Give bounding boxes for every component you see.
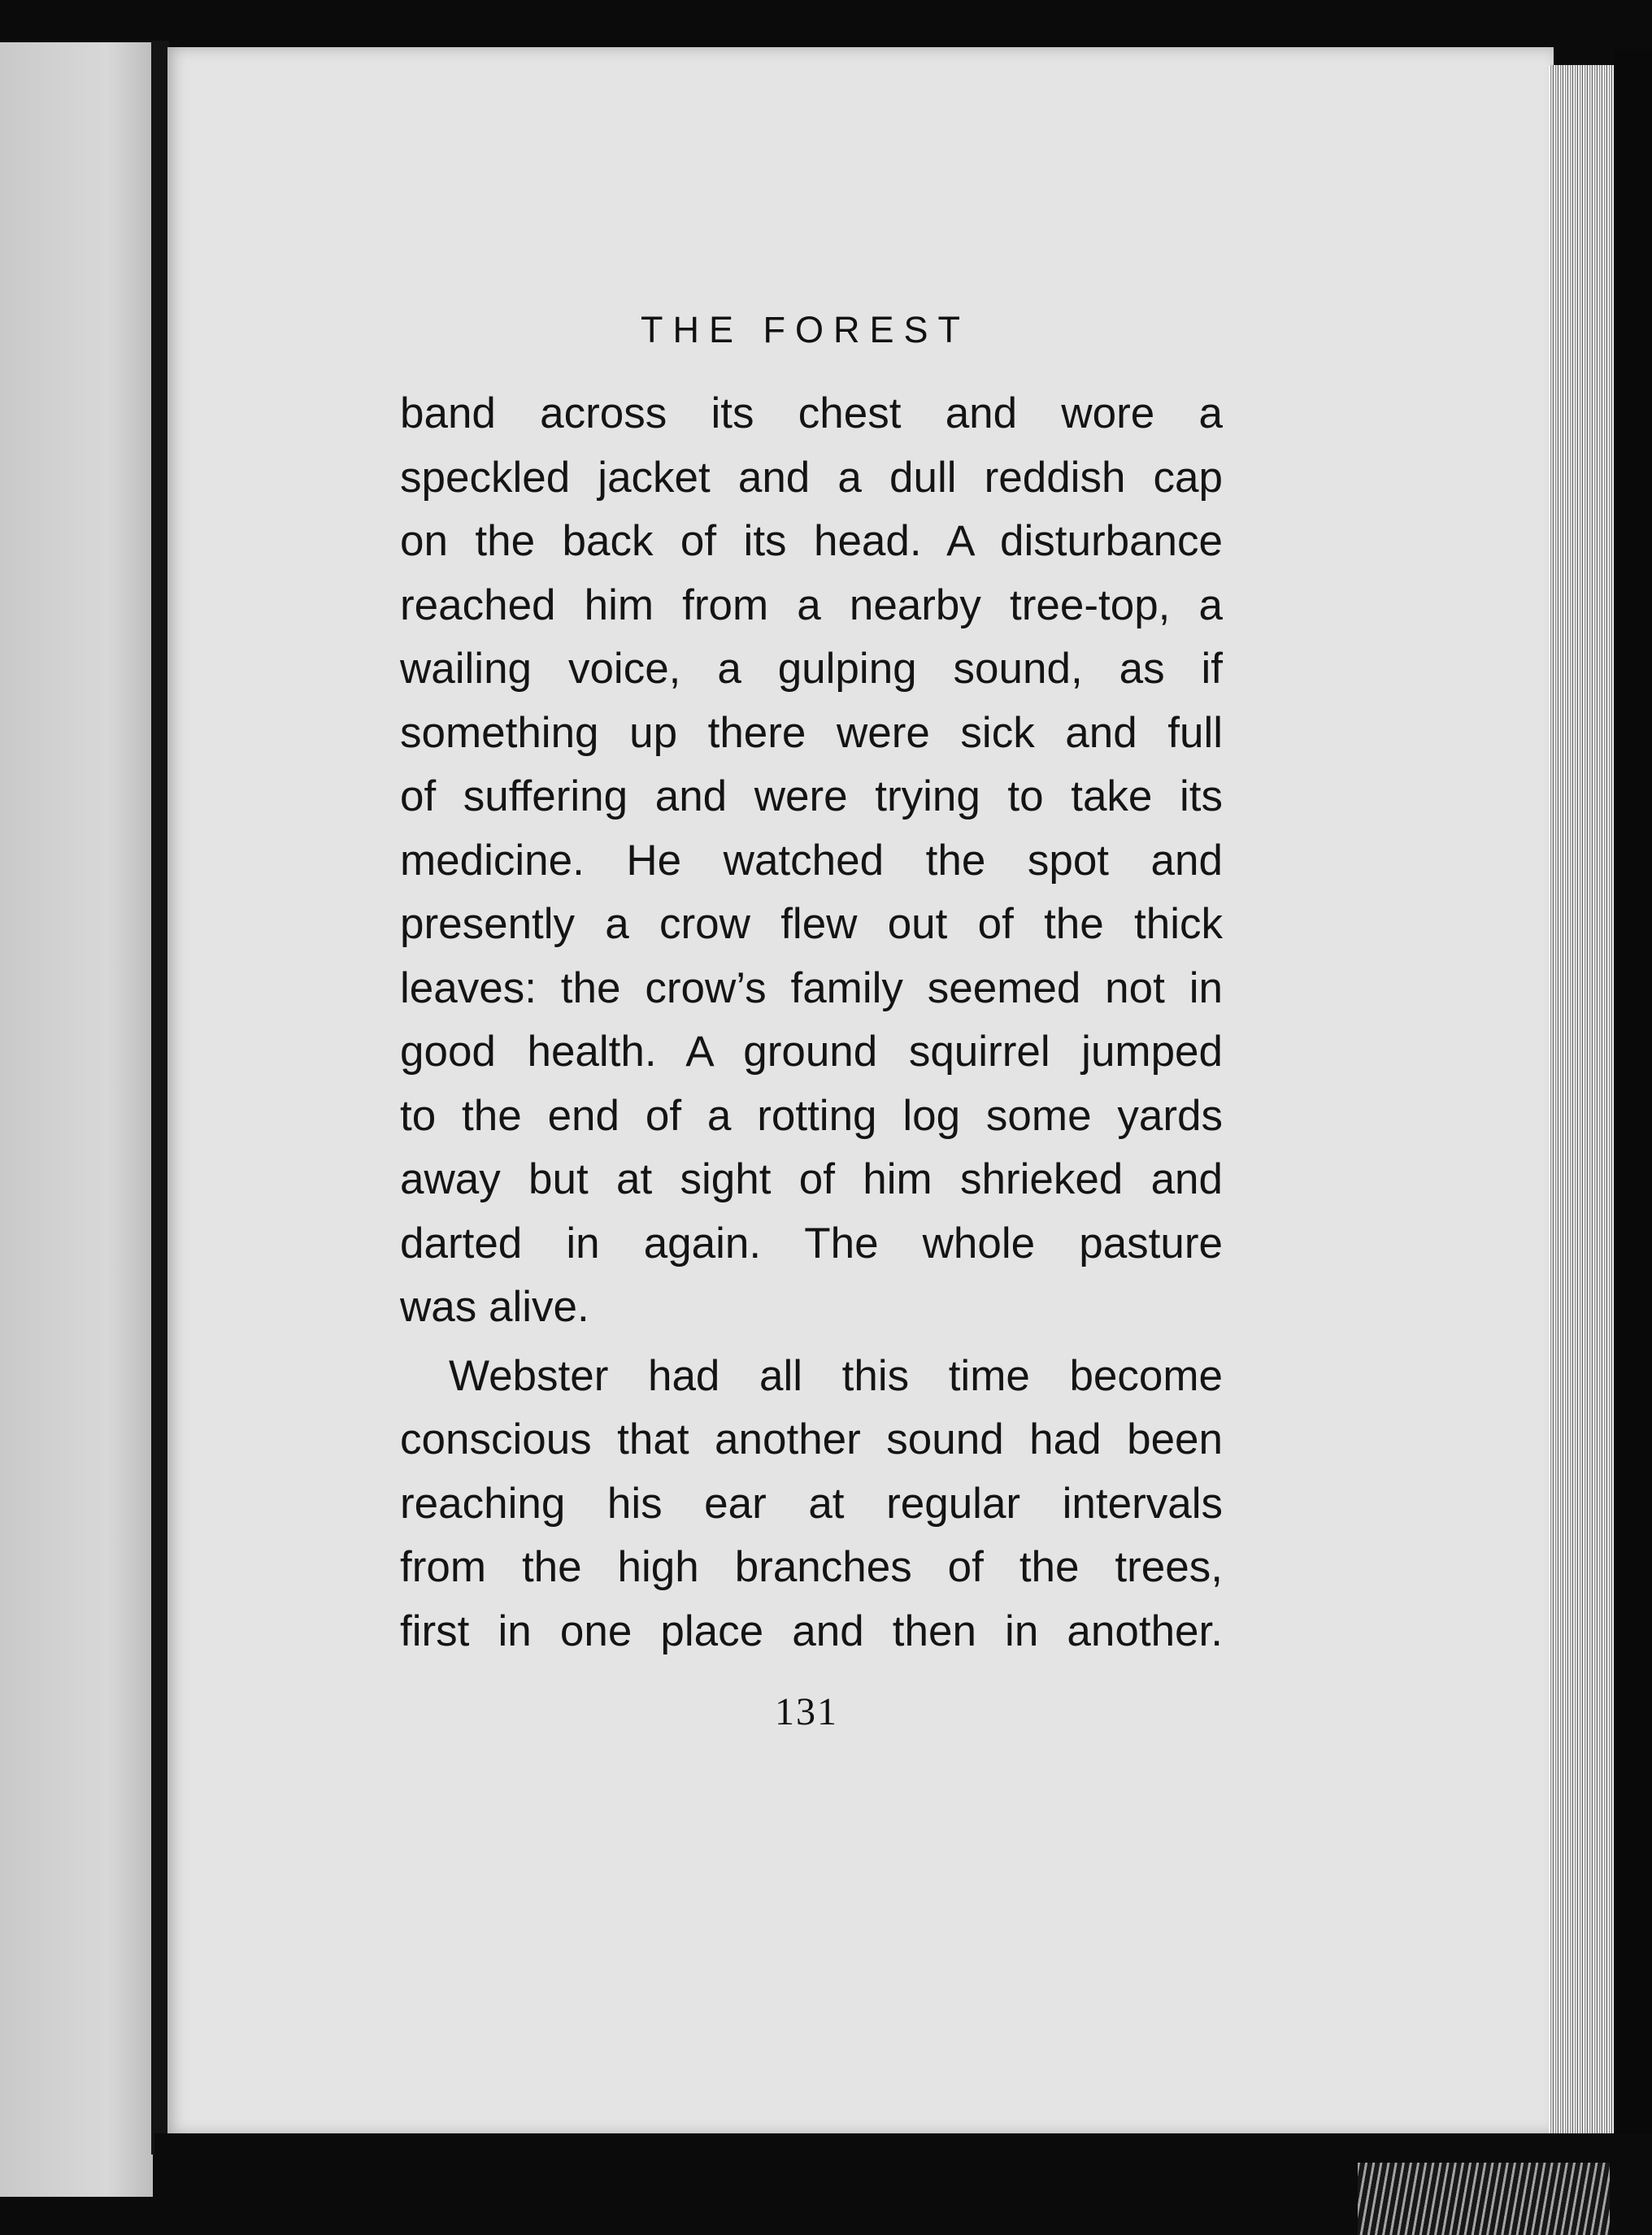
- text-line: Webster had all this time become: [449, 1351, 1223, 1400]
- text-line: speckled jacket and a dull reddish cap: [400, 453, 1223, 502]
- body-text: [400, 382, 1223, 1663]
- text-line: was alive.: [400, 1283, 589, 1331]
- paragraph: [400, 1345, 1223, 1664]
- text-line: wailing voice, a gulping sound, as if: [400, 645, 1223, 693]
- text-line: band across its chest and wore a: [400, 389, 1223, 437]
- text-line: away but at sight of him shrieked and: [400, 1155, 1223, 1203]
- text-line: on the back of its head. A disturbance: [400, 517, 1223, 565]
- page-number: 131: [775, 1690, 838, 1733]
- paragraph: [400, 382, 1223, 1340]
- text-line: good health. A ground squirrel jumped: [400, 1028, 1223, 1076]
- text-line: of suffering and were trying to take its: [400, 772, 1223, 820]
- right-frame-shadow: [1614, 49, 1652, 2235]
- text-line: reached him from a nearby tree-top, a: [400, 580, 1223, 629]
- text-line: from the high branches of the trees,: [400, 1543, 1223, 1591]
- running-head: THE FOREST: [641, 309, 971, 350]
- book-gutter: [151, 41, 169, 2155]
- text-line: reaching his ear at regular intervals: [400, 1479, 1223, 1528]
- text-line: something up there were sick and full: [400, 708, 1223, 757]
- text-line: leaves: the crow’s family seemed not in: [400, 963, 1223, 1012]
- text-line: first in one place and then in another.: [400, 1607, 1223, 1655]
- bottom-page-edges: [1358, 2163, 1610, 2235]
- text-line: conscious that another sound had been: [400, 1415, 1223, 1463]
- text-line: medicine. He watched the spot and: [400, 836, 1223, 885]
- text-line: to the end of a rotting log some yards: [400, 1091, 1223, 1140]
- text-line: darted in again. The whole pasture: [400, 1219, 1223, 1268]
- left-page-edge: [0, 42, 153, 2197]
- text-line: presently a crow flew out of the thick: [400, 900, 1223, 948]
